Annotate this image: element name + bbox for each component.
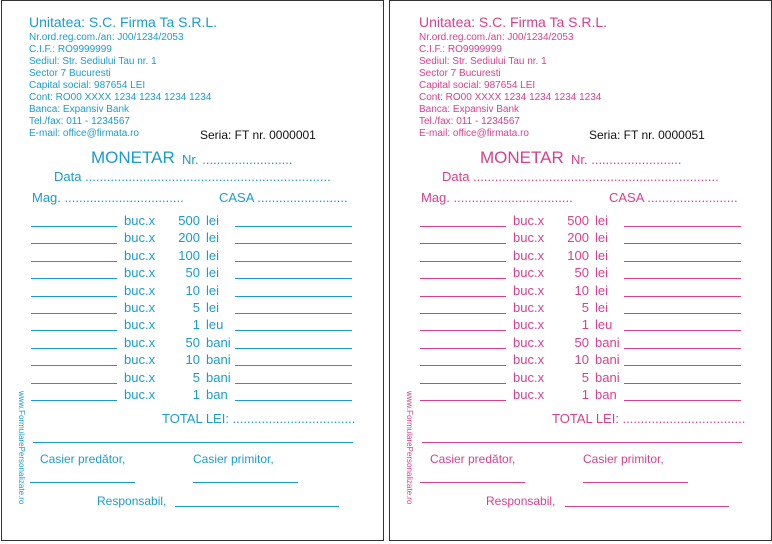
detail-account: Cont: RO00 XXXX 1234 1234 1234 1234 [29,92,212,103]
date-field: Data .................................................................... [442,169,719,184]
casier-primitor-label: Casier primitor, [193,452,274,466]
value-line [624,365,741,366]
company-details [419,32,601,140]
quantity-line [420,330,506,331]
detail-reg: Nr.ord.reg.com./an: J00/1234/2053 [29,32,184,43]
denomination-unit: lei [206,247,220,263]
denomination-unit: lei [206,282,220,298]
denomination-unit: bani [206,369,231,385]
denomination-unit: ban [595,387,617,402]
value-line [235,383,352,384]
quantity-line [420,278,506,279]
denomination-amount: 1 [192,317,200,333]
denomination-amount: 50 [574,265,589,281]
quantity-line [420,243,506,244]
mag-field: Mag. ................................. [421,190,573,205]
denomination-amount: 500 [567,213,589,228]
unit-label: buc.x [513,213,545,228]
denomination-amount: 500 [178,213,200,228]
detail-account: Cont: RO00 XXXX 1234 1234 1234 1234 [419,92,602,103]
unit-label: buc.x [513,230,545,246]
responsabil-label: Responsabil, [97,494,167,508]
primitor-signature-line [193,482,298,483]
value-line [235,400,352,401]
quantity-line [420,296,506,297]
denomination-amount: 1 [192,387,200,402]
detail-email: E-mail: office@firmata.ro [29,128,139,139]
unit-label: buc.x [513,247,545,263]
date-field: Data .................................................................... [54,169,331,184]
denomination-unit: lei [206,213,220,228]
website-vertical: www.FormularePersonalizate.ro [17,391,26,505]
value-line [624,383,741,384]
casa-field: CASA ......................... [609,190,738,205]
mag-field: Mag. ................................. [32,190,184,205]
quantity-line [31,243,117,244]
quantity-line [420,400,506,401]
denomination-unit: bani [206,334,231,350]
total-field: TOTAL LEI: .................................. [552,411,746,426]
quantity-line [31,383,117,384]
denomination-unit: lei [206,230,220,246]
primitor-signature-line [583,482,688,483]
quantity-line [31,365,117,366]
denomination-amount: 100 [178,247,200,263]
unit-label: buc.x [513,300,545,315]
detail-email: E-mail: office@firmata.ro [419,128,529,139]
predator-signature-line [420,482,525,483]
company-name: Unitatea: S.C. Firma Ta S.R.L. [29,14,218,30]
denomination-amount: 50 [574,334,589,350]
value-line [624,261,741,262]
denomination-unit: bani [206,352,231,368]
denomination-amount: 100 [567,247,589,263]
unit-label: buc.x [124,369,156,385]
denomination-amount: 5 [581,300,589,315]
series-number: Seria: FT nr. 0000001 [200,128,316,142]
quantity-line [420,261,506,262]
quantity-line [420,365,506,366]
unit-label: buc.x [513,369,545,385]
unit-label: buc.x [124,317,156,333]
value-line [624,330,741,331]
value-line [235,296,352,297]
quantity-line [31,261,117,262]
quantity-line [31,278,117,279]
quantity-line [31,313,117,314]
casa-field: CASA ......................... [219,190,348,205]
denomination-amount: 10 [574,352,589,368]
casier-primitor-label: Casier primitor, [583,452,664,466]
unit-label: buc.x [513,334,545,350]
company-details [29,32,211,140]
denomination-unit: leu [595,317,613,333]
denomination-amount: 10 [574,282,589,298]
denomination-amount: 50 [185,265,200,281]
denomination-amount: 1 [581,387,589,402]
detail-capital: Capital social: 987654 LEI [419,80,536,91]
responsabil-label: Responsabil, [486,494,556,508]
unit-label: buc.x [124,213,156,228]
quantity-line [31,226,117,227]
denomination-unit: lei [206,265,220,281]
unit-label: buc.x [124,352,156,368]
value-line [624,226,741,227]
quantity-line [31,400,117,401]
unit-label: buc.x [513,265,545,281]
denomination-unit: lei [595,300,609,315]
unit-label: buc.x [124,282,156,298]
detail-reg: Nr.ord.reg.com./an: J00/1234/2053 [419,32,574,43]
predator-signature-line [30,482,135,483]
quantity-line [420,313,506,314]
denomination-amount: 5 [581,369,589,385]
detail-cif: C.I.F.: RO9999999 [419,44,502,55]
denomination-unit: lei [595,230,609,246]
denomination-unit: lei [595,247,609,263]
form-title: MONETAR [480,148,564,167]
unit-label: buc.x [124,247,156,263]
denomination-unit: lei [595,282,609,298]
detail-address: Sediul: Str. Sediului Tau nr. 1 [419,56,547,67]
denomination-amount: 10 [185,352,200,368]
denomination-amount: 10 [185,282,200,298]
quantity-line [420,383,506,384]
quantity-line [420,348,506,349]
denomination-amount: 1 [581,317,589,333]
denomination-unit: bani [595,334,620,350]
company-name: Unitatea: S.C. Firma Ta S.R.L. [419,14,608,30]
detail-bank: Banca: Expansiv Bank [29,104,130,115]
form-title: MONETAR [91,148,175,167]
denomination-amount: 5 [192,300,200,315]
casier-predator-label: Casier predător, [430,452,516,466]
responsabil-signature-line [565,506,729,507]
monetar-form-right [389,0,772,541]
value-line [235,243,352,244]
denomination-unit: lei [206,300,220,315]
detail-sector: Sector 7 Bucuresti [419,68,501,79]
denomination-unit: bani [595,352,620,368]
quantity-line [31,348,117,349]
denomination-amount: 200 [178,230,200,246]
quantity-line [31,296,117,297]
nr-field: Nr. ......................... [182,152,293,167]
value-line [624,243,741,244]
unit-label: buc.x [513,282,545,298]
unit-label: buc.x [124,230,156,246]
total-field: TOTAL LEI: .................................. [162,411,356,426]
value-line [235,226,352,227]
nr-field: Nr. ......................... [571,152,682,167]
denomination-unit: lei [595,213,609,228]
detail-capital: Capital social: 987654 LEI [29,80,146,91]
unit-label: buc.x [124,387,156,402]
value-line [624,313,741,314]
value-line [235,278,352,279]
unit-label: buc.x [124,300,156,315]
detail-cif: C.I.F.: RO9999999 [29,44,112,55]
detail-address: Sediul: Str. Sediului Tau nr. 1 [29,56,157,67]
monetar-form-left [1,0,384,541]
value-line [624,296,741,297]
detail-phone: Tel./fax: 011 - 1234567 [419,116,520,127]
value-line [624,400,741,401]
denomination-unit: bani [595,369,620,385]
value-line [235,330,352,331]
responsabil-signature-line [175,506,339,507]
detail-bank: Banca: Expansiv Bank [419,104,520,115]
denomination-unit: ban [206,387,228,402]
denomination-unit: lei [595,265,609,281]
total-line [422,442,742,443]
quantity-line [420,226,506,227]
casier-predator-label: Casier predător, [40,452,126,466]
unit-label: buc.x [124,265,156,281]
denomination-unit: leu [206,317,224,333]
denomination-amount: 200 [567,230,589,246]
value-line [235,313,352,314]
denomination-amount: 5 [192,369,200,385]
quantity-line [31,330,117,331]
denomination-amount: 50 [185,334,200,350]
value-line [624,348,741,349]
value-line [235,365,352,366]
website-vertical: www.FormularePersonalizate.ro [405,391,414,505]
unit-label: buc.x [124,334,156,350]
value-line [235,261,352,262]
value-line [624,278,741,279]
unit-label: buc.x [513,352,545,368]
unit-label: buc.x [513,387,545,402]
series-number: Seria: FT nr. 0000051 [589,128,705,142]
unit-label: buc.x [513,317,545,333]
detail-phone: Tel./fax: 011 - 1234567 [29,116,130,127]
detail-sector: Sector 7 Bucuresti [29,68,111,79]
total-line [33,442,353,443]
value-line [235,348,352,349]
